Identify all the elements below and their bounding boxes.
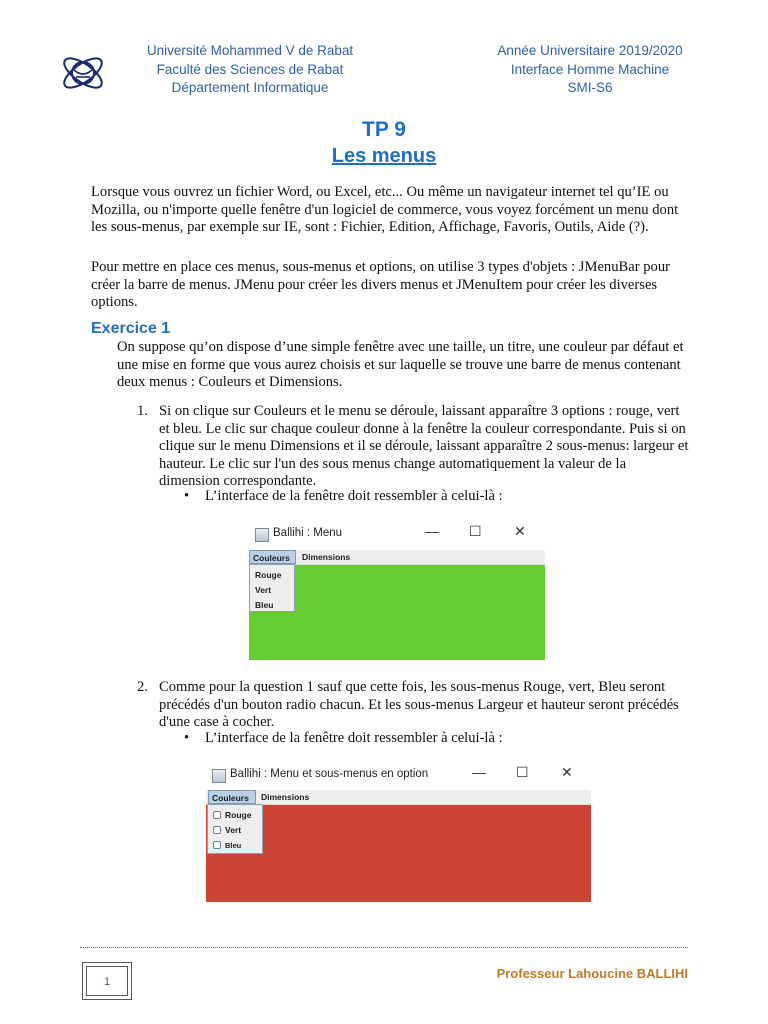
page-subtitle-text: Les menus xyxy=(331,145,437,167)
menu-bar xyxy=(249,550,545,565)
header-level: SMI-S6 xyxy=(567,80,613,95)
radio-item-vert[interactable] xyxy=(213,825,241,835)
minimize-icon[interactable]: — xyxy=(425,523,439,539)
couleurs-dropdown xyxy=(207,804,263,854)
window-titlebar xyxy=(206,761,591,791)
header-department: Département Informatique xyxy=(171,80,329,95)
radio-item-bleu[interactable] xyxy=(213,840,241,850)
question-1-number: 1. xyxy=(137,403,148,419)
question-2-bullet-text: L’interface de la fenêtre doit ressembler à celui-là : xyxy=(205,730,503,746)
menu-item-rouge[interactable]: Rouge xyxy=(255,570,282,580)
exercise-heading: Exercice 1 xyxy=(91,320,171,337)
couleurs-dropdown xyxy=(249,564,295,612)
question-1-text: Si on clique sur Couleurs et le menu se déroule, laissant apparaître 3 options : rouge, vert et bleu. Le clic sur chaque couleur donne à la fenêtre la couleur correspondante. Puis si on clique sur le menu Dimensions et il se déroule, laissant apparaître 2 sous-menus: largeur et hauteur. Le clic sur l'un des sous menus change automatiquement la valeur de la dimension correspondante. xyxy=(159,403,689,490)
maximize-icon[interactable]: ☐ xyxy=(516,764,529,780)
close-icon[interactable]: ✕ xyxy=(561,764,573,780)
objects-paragraph: Pour mettre en place ces menus, sous-menus et options, on utilise 3 types d'objets : JMenuBar pour créer la barre de menus. JMenu pour créer les divers menus et JMenuItem pour créer les diverses options. xyxy=(91,259,670,311)
question-1-bullet-text: L’interface de la fenêtre doit ressembler à celui-là : xyxy=(205,488,503,504)
page-title: TP 9 xyxy=(362,118,406,141)
java-app-icon xyxy=(255,528,269,542)
radio-button-icon[interactable] xyxy=(213,826,221,834)
menu-couleurs[interactable]: Couleurs xyxy=(208,790,256,804)
header-faculty: Faculté des Sciences de Rabat xyxy=(156,61,344,77)
question-1-bullet xyxy=(184,488,503,506)
question-2-number: 2. xyxy=(137,679,148,695)
page-number: 1 xyxy=(86,966,128,996)
radio-button-icon[interactable] xyxy=(213,811,221,819)
header-institution xyxy=(120,42,380,98)
exercise-intro: On suppose qu’on dispose d’une simple fenêtre avec une taille, un titre, une couleur par défaut et une mise en forme que vous aurez choisis et sur laquelle se trouve une barre de menus contenant deux menus : Couleurs et Dimensions. xyxy=(117,339,684,391)
radio-item-rouge[interactable] xyxy=(213,810,251,820)
radio-label-vert: Vert xyxy=(225,825,242,835)
question-2-text: Comme pour la question 1 sauf que cette fois, les sous-menus Rouge, vert, Bleu seront précédés d'un bouton radio chacun. Et les sous-menus Largeur et hauteur seront précédés d'une case à cocher. xyxy=(159,679,679,731)
header-course-name: Interface Homme Machine xyxy=(510,61,670,77)
close-icon[interactable]: ✕ xyxy=(514,523,526,539)
maximize-icon[interactable]: ☐ xyxy=(469,523,482,539)
bullet-icon: • xyxy=(184,488,190,504)
header-university: Université Mohammed V de Rabat xyxy=(146,43,354,58)
radio-label-bleu: Bleu xyxy=(225,841,242,850)
window-title: Ballihi : Menu et sous-menus en option xyxy=(230,768,429,780)
menu-item-bleu[interactable]: Bleu xyxy=(255,600,274,610)
page-number-box xyxy=(82,962,132,1000)
radio-button-icon[interactable] xyxy=(213,841,221,849)
question-2-bullet xyxy=(184,730,503,748)
university-logo-icon xyxy=(58,48,108,98)
menu-dimensions[interactable]: Dimensions xyxy=(261,792,310,802)
window-options-example xyxy=(206,761,591,902)
window-titlebar xyxy=(249,520,545,550)
java-app-icon xyxy=(212,769,226,783)
menu-bar xyxy=(206,790,591,805)
window-content xyxy=(206,805,591,902)
minimize-icon[interactable]: — xyxy=(472,764,486,780)
header-course xyxy=(470,42,710,98)
window-menu-example xyxy=(249,520,545,660)
radio-label-rouge: Rouge xyxy=(225,810,252,820)
footer-author: Professeur Lahoucine BALLIHI xyxy=(496,966,688,981)
header-year: Année Universitaire 2019/2020 xyxy=(497,43,683,58)
window-title: Ballihi : Menu xyxy=(273,527,343,539)
intro-paragraph: Lorsque vous ouvrez un fichier Word, ou Excel, etc... Ou même un navigateur internet tel qu’IE ou Mozilla, ou n'importe quelle fenêtre d'un logiciel de commerce, vous voyez forcément un menu dont les sous-menus, par exemple sur IE, sont : Fichier, Edition, Affichage, Favoris, Outils, Aide (?). xyxy=(91,184,679,236)
menu-item-vert[interactable]: Vert xyxy=(255,585,272,595)
footer-divider xyxy=(80,947,688,948)
menu-dimensions[interactable]: Dimensions xyxy=(302,552,351,562)
bullet-icon: • xyxy=(184,730,190,746)
page-subtitle xyxy=(0,145,768,168)
menu-couleurs[interactable]: Couleurs xyxy=(249,550,296,564)
